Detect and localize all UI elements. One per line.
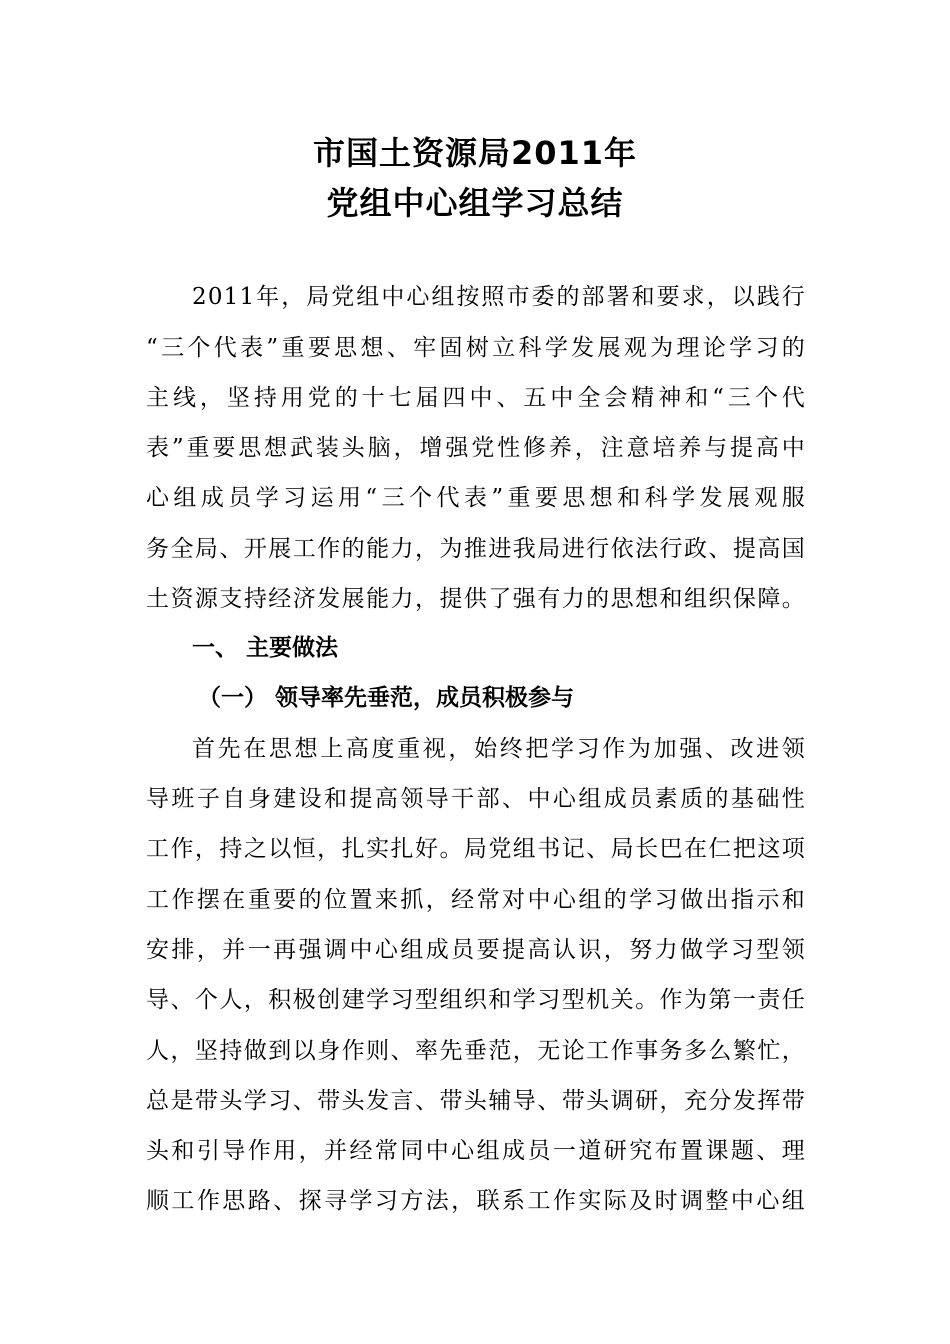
paragraph-line: 人，坚持做到以身作则、率先垂范，无论工作事务多么繁忙，	[146, 1038, 806, 1064]
paragraph-line: 表”重要思想武装头脑，增强党性修养，注意培养与提高中	[146, 435, 806, 461]
paragraph-line: 顺工作思路、探寻学习方法，联系工作实际及时调整中心组	[146, 1188, 806, 1214]
paragraph-line: 2011年，局党组中心组按照市委的部署和要求，以践行	[192, 284, 806, 310]
paragraph-line: 安排，并一再强调中心组成员要提高认识，努力做学习型领	[146, 937, 806, 963]
paragraph-line: “三个代表”重要思想、牢固树立科学发展观为理论学习的	[146, 335, 806, 361]
section-heading: 一、 主要做法	[192, 635, 339, 661]
paragraph-line: 工作摆在重要的位置来抓，经常对中心组的学习做出指示和	[146, 887, 806, 913]
paragraph-line: 首先在思想上高度重视，始终把学习作为加强、改进领	[192, 736, 806, 762]
paragraph-line: 土资源支持经济发展能力，提供了强有力的思想和组织保障。	[146, 586, 806, 612]
paragraph-line: 头和引导作用，并经常同中心组成员一道研究布置课题、理	[146, 1138, 806, 1164]
paragraph-line: 主线，坚持用党的十七届四中、五中全会精神和“三个代	[146, 385, 806, 411]
paragraph-line: 务全局、开展工作的能力，为推进我局进行依法行政、提高国	[146, 536, 806, 562]
paragraph-line: 导班子自身建设和提高领导干部、中心组成员素质的基础性	[146, 786, 806, 812]
document-title-line-1: 市国土资源局2011年	[312, 134, 638, 172]
document-title-line-2: 党组中心组学习总结	[326, 184, 624, 222]
paragraph-line: 工作，持之以恒，扎实扎好。局党组书记、局长巴在仁把这项	[146, 836, 806, 862]
paragraph-line: 心组成员学习运用“三个代表”重要思想和科学发展观服	[146, 485, 806, 511]
paragraph-line: 总是带头学习、带头发言、带头辅导、带头调研，充分发挥带	[146, 1088, 806, 1114]
paragraph-line: 导、个人，积极创建学习型组织和学习型机关。作为第一责任	[146, 987, 806, 1013]
subsection-heading: （一） 领导率先垂范，成员积极参与	[198, 684, 575, 711]
